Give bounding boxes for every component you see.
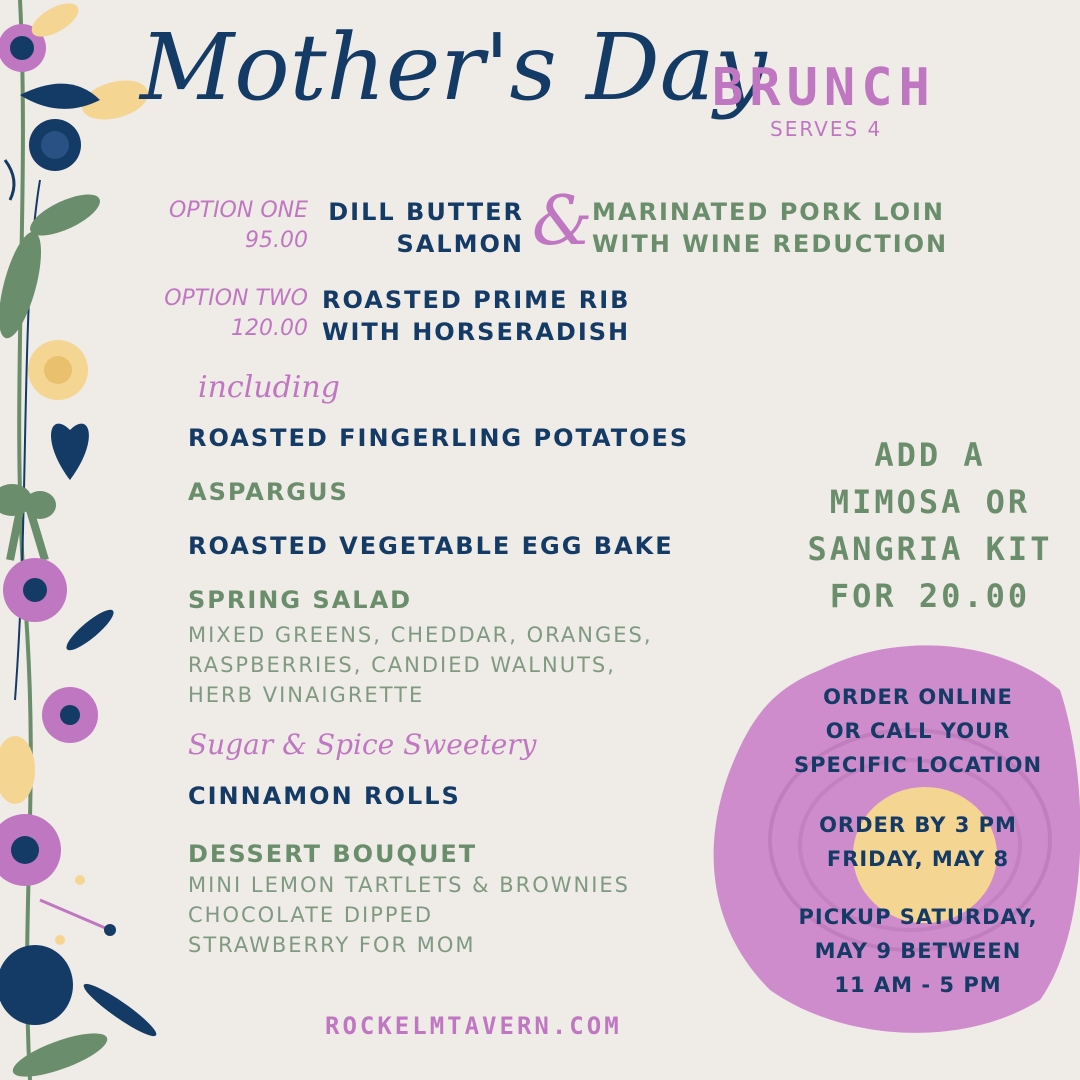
item-line: DILL BUTTER <box>328 198 524 226</box>
option-two-item <box>322 284 630 348</box>
addon-line: FOR 20.00 <box>829 577 1031 615</box>
leaf-icon <box>8 1025 112 1080</box>
order-line: SPECIFIC LOCATION <box>793 753 1043 777</box>
desc-line: HERB VINAIGRETTE <box>188 683 425 707</box>
bouquet-title: DESSERT BOUQUET <box>188 840 478 868</box>
addon-callout <box>790 432 1070 620</box>
item-line: SALMON <box>396 230 524 258</box>
salad-description <box>188 620 653 710</box>
addon-line: MIMOSA OR <box>829 483 1031 521</box>
desc-line: MIXED GREENS, CHEDDAR, ORANGES, <box>188 623 653 647</box>
menu-item: ROASTED VEGETABLE EGG BAKE <box>188 532 674 560</box>
order-line: ORDER ONLINE <box>823 685 1013 709</box>
option-one-alt-item <box>592 196 948 260</box>
berry-sprig-icon <box>40 875 116 945</box>
page-title: Mother's Day <box>140 14 767 121</box>
option-label: OPTION ONE <box>169 198 308 223</box>
menu-item: ASPARGUS <box>188 478 349 506</box>
order-line: ORDER BY 3 PM <box>819 813 1017 837</box>
option-label: OPTION TWO <box>164 286 308 311</box>
serves-label: SERVES 4 <box>770 117 883 141</box>
desc-line: RASPBERRIES, CANDIED WALNUTS, <box>188 653 616 677</box>
item-line: WITH WINE REDUCTION <box>592 230 949 258</box>
including-label: including <box>198 370 340 405</box>
website-link[interactable]: ROCKELMTAVERN.COM <box>325 1012 622 1040</box>
order-line: PICKUP SATURDAY, <box>798 905 1038 929</box>
option-price: 95.00 <box>245 228 308 253</box>
bow-icon <box>0 484 56 560</box>
order-line: FRIDAY, MAY 8 <box>826 847 1010 871</box>
menu-item: ROASTED FINGERLING POTATOES <box>188 424 690 452</box>
flower-icon <box>28 340 88 400</box>
addon-line: ADD A <box>874 436 986 474</box>
floral-border-illustration <box>0 0 180 1080</box>
menu-item: CINNAMON ROLLS <box>188 782 461 810</box>
bouquet-description <box>188 870 630 960</box>
sweetery-label: Sugar & Spice Sweetery <box>188 728 537 761</box>
desc-line: MINI LEMON TARTLETS & BROWNIES <box>188 873 630 897</box>
brunch-heading: BRUNCH <box>712 58 936 118</box>
leaf-icon <box>62 605 118 656</box>
desc-line: CHOCOLATE DIPPED <box>188 903 433 927</box>
ampersand: & <box>532 182 593 261</box>
salad-title: SPRING SALAD <box>188 586 413 614</box>
addon-line: SANGRIA KIT <box>807 530 1053 568</box>
desc-line: STRAWBERRY FOR MOM <box>188 933 476 957</box>
heart-leaf-icon <box>51 424 89 480</box>
order-line: OR CALL YOUR <box>825 719 1011 743</box>
order-line: 11 AM - 5 PM <box>834 973 1002 997</box>
leaf-icon <box>79 978 160 1042</box>
order-line: MAY 9 BETWEEN <box>814 939 1022 963</box>
item-line: WITH HORSERADISH <box>322 318 631 346</box>
order-deadline <box>760 808 1076 876</box>
leaf-icon <box>0 228 50 343</box>
order-instructions <box>760 680 1076 782</box>
option-price: 120.00 <box>231 316 308 341</box>
option-one-label <box>100 196 308 256</box>
item-line: MARINATED PORK LOIN <box>592 198 945 226</box>
pickup-info <box>760 900 1076 1002</box>
item-line: ROASTED PRIME RIB <box>322 286 631 314</box>
option-one-main-item <box>300 196 524 260</box>
flower-icon <box>0 945 73 1025</box>
option-two-label <box>100 284 308 344</box>
